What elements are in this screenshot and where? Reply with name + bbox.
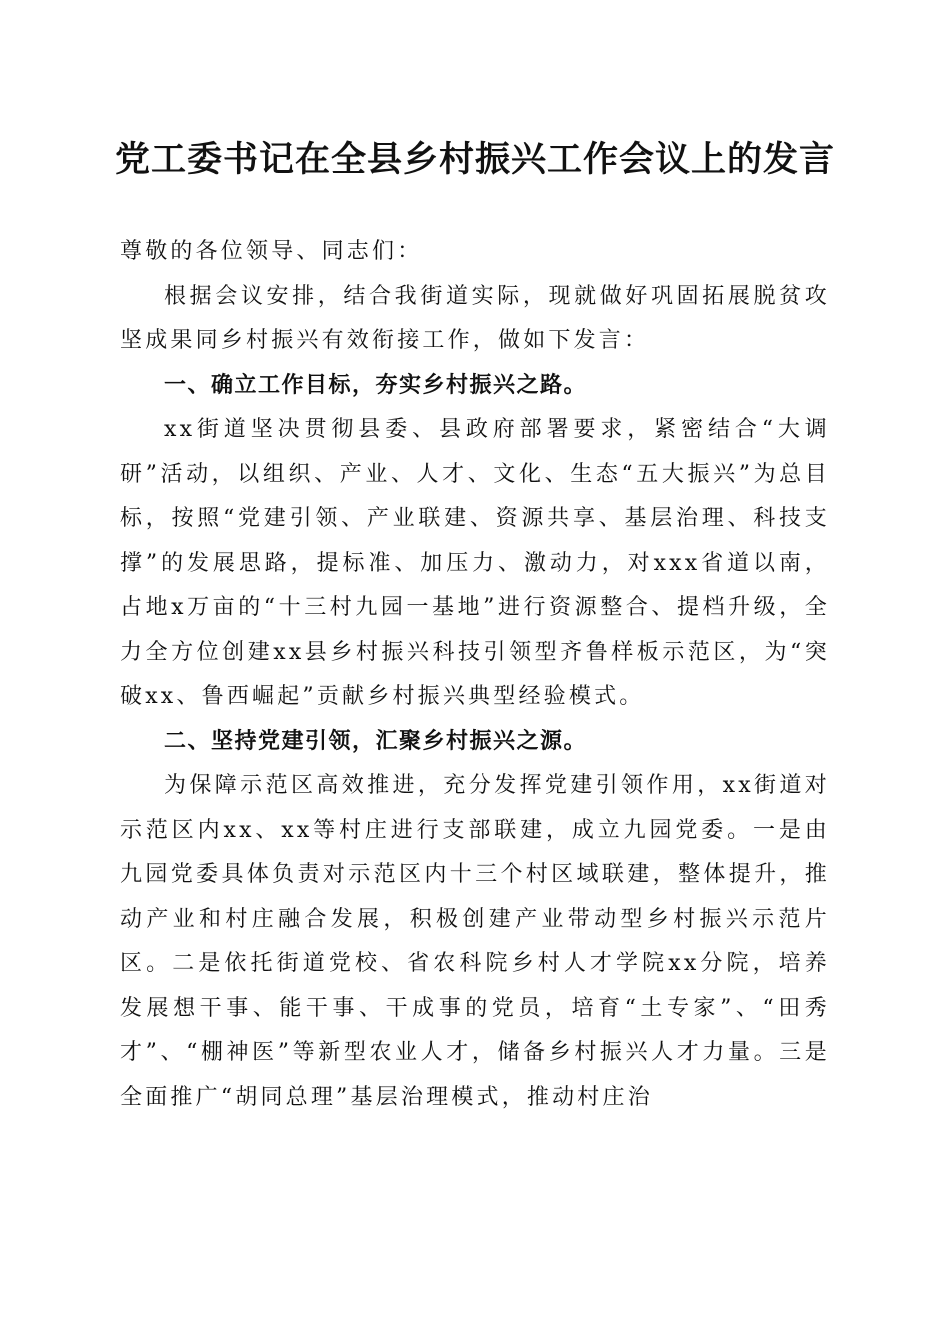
intro-paragraph: 根据会议安排，结合我街道实际，现就做好巩固拓展脱贫攻坚成果同乡村振兴有效衔接工作，做如下发言： [120,283,830,353]
section-paragraph-2: 为保障示范区高效推进，充分发挥党建引领作用，xx街道对示范区内xx、xx等村庄进行支部联建，成立九园党委。一是由九园党委具体负责对示范区内十三个村区域联建，整体提升，推动产业和村庄融合发展，积极创建产业带动型乡村振兴示范片区。二是依托街道党校、省农科院乡村人才学院xx分院，培养发展想干事、能干事、干成事的党员，培育“土专家”、“田秀才”、“棚神医”等新型农业人才，储备乡村振兴人才力量。三是全面推广“胡同总理”基层治理模式，推动村庄治 [120,773,830,1110]
greeting: 尊敬的各位领导、同志们： [120,239,423,264]
section-paragraph-1: xx街道坚决贯彻县委、县政府部署要求，紧密结合“大调研”活动，以组织、产业、人才、文化、生态“五大振兴”为总目标，按照“党建引领、产业联建、资源共享、基层治理、科技支撑”的发展思路，提标准、加压力、激动力，对xxx省道以南，占地x万亩的“十三村九园一基地”进行资源整合、提档升级，全力全方位创建xx县乡村振兴科技引领型齐鲁样板示范区，为“突破xx、鲁西崛起”贡献乡村振兴典型经验模式。 [120,417,830,709]
section-heading-2: 二、坚持党建引领，汇聚乡村振兴之源。 [164,728,588,754]
document-title: 党工委书记在全县乡村振兴工作会议上的发言 [114,139,835,180]
section-heading-1: 一、确立工作目标，夯实乡村振兴之路。 [164,372,588,398]
document-body [120,230,830,1120]
